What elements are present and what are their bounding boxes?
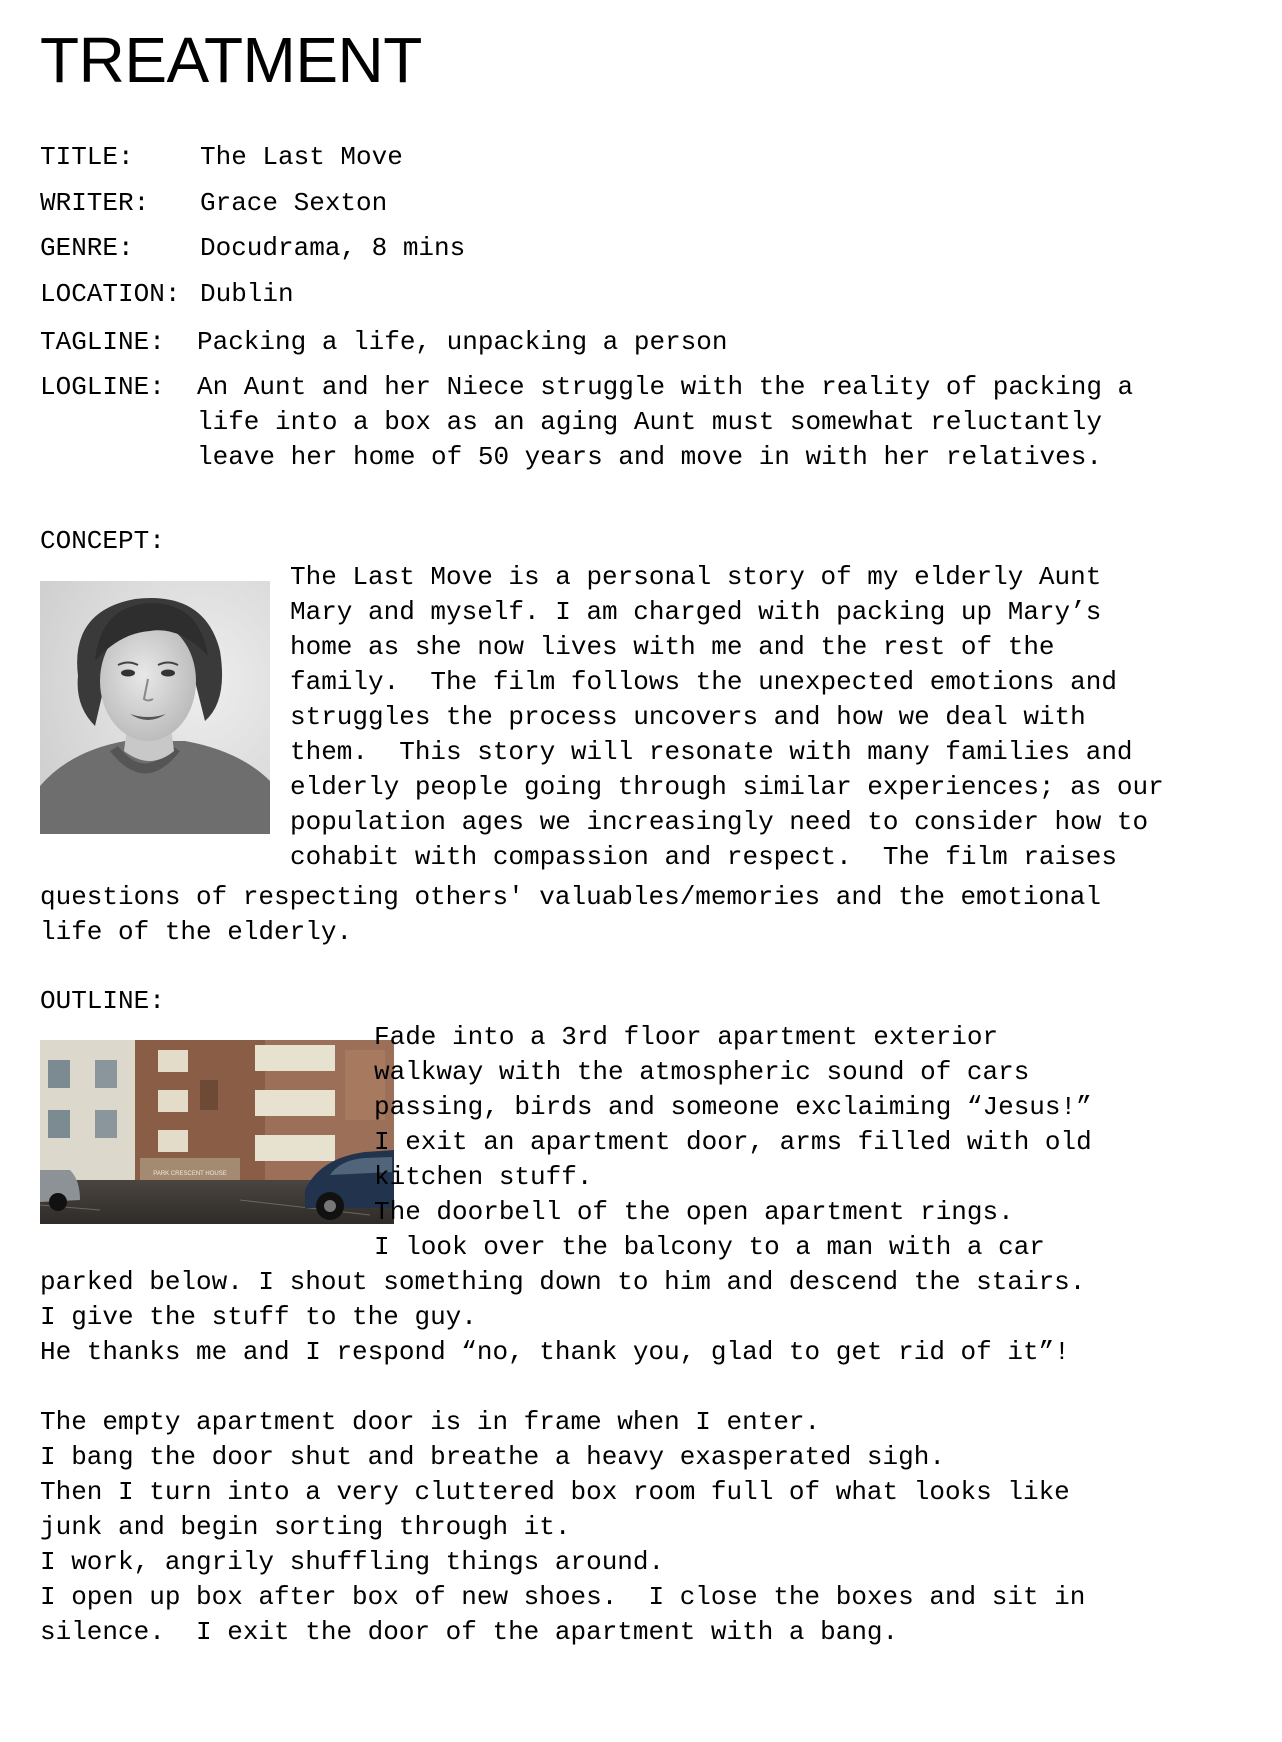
- outline-line: I exit an apartment door, arms filled with old: [374, 1127, 1092, 1157]
- logline-line: life into a box as an aging Aunt must somewhat reluctantly: [197, 407, 1102, 437]
- outline-line: parked below. I shout something down to him and descend the stairs.: [40, 1267, 1086, 1297]
- logline-field: [40, 370, 1133, 475]
- outline-line: The doorbell of the open apartment rings.: [374, 1197, 1014, 1227]
- logline-text: [197, 370, 1133, 475]
- outline-full-text-1: [40, 1265, 1085, 1370]
- outline-label: OUTLINE:: [40, 986, 165, 1016]
- apartment-photo: [40, 1040, 394, 1224]
- outline-line: I work, angrily shuffling things around.: [40, 1547, 665, 1577]
- building-sign: PARK CRESCENT HOUSE: [153, 1171, 227, 1177]
- title-field: [40, 140, 403, 175]
- concept-line: family. The film follows the unexpected emotions and: [290, 667, 1117, 697]
- concept-line: life of the elderly.: [40, 917, 353, 947]
- title-value: The Last Move: [200, 142, 403, 172]
- concept-line: Mary and myself. I am charged with packing up Mary’s: [290, 597, 1102, 627]
- outline-wrapped-text: [374, 1020, 1092, 1265]
- portrait-photo: [40, 581, 270, 834]
- concept-line: home as she now lives with me and the rest of the: [290, 632, 1055, 662]
- portrait-image: [40, 581, 270, 834]
- outline-line: I open up box after box of new shoes. I close the boxes and sit in: [40, 1582, 1086, 1612]
- apartment-image: [40, 1040, 394, 1224]
- outline-line: passing, birds and someone exclaiming “Jesus!”: [374, 1092, 1092, 1122]
- writer-value: Grace Sexton: [200, 188, 388, 218]
- logline-label: LOGLINE:: [40, 372, 165, 402]
- concept-wrapped-text: [290, 560, 1164, 875]
- tagline-value: Packing a life, unpacking a person: [197, 327, 728, 357]
- concept-line: population ages we increasingly need to consider how to: [290, 807, 1149, 837]
- outline-line: kitchen stuff.: [374, 1162, 593, 1192]
- outline-line: He thanks me and I respond “no, thank you, glad to get rid of it”!: [40, 1337, 1070, 1367]
- concept-line: The Last Move is a personal story of my elderly Aunt: [290, 562, 1102, 592]
- location-field: [40, 277, 294, 312]
- logline-line: leave her home of 50 years and move in with her relatives.: [197, 442, 1102, 472]
- genre-value: Docudrama, 8 mins: [200, 233, 466, 263]
- writer-label: WRITER:: [40, 188, 150, 218]
- genre-field: [40, 231, 465, 266]
- outline-line: silence. I exit the door of the apartment with a bang.: [40, 1617, 899, 1647]
- tagline-label: TAGLINE:: [40, 327, 165, 357]
- concept-full-text: [40, 880, 1101, 950]
- writer-field: [40, 186, 387, 221]
- location-label: LOCATION:: [40, 279, 181, 309]
- page-heading: TREATMENT: [40, 24, 422, 96]
- genre-label: GENRE:: [40, 233, 134, 263]
- concept-line: them. This story will resonate with many families and: [290, 737, 1133, 767]
- location-value: Dublin: [200, 279, 294, 309]
- concept-line: cohabit with compassion and respect. The film raises: [290, 842, 1117, 872]
- outline-line: I give the stuff to the guy.: [40, 1302, 477, 1332]
- outline-full-text-2: [40, 1405, 1085, 1650]
- logline-line: An Aunt and her Niece struggle with the reality of packing a: [197, 372, 1134, 402]
- title-label: TITLE:: [40, 142, 134, 172]
- outline-line: I bang the door shut and breathe a heavy exasperated sigh.: [40, 1442, 945, 1472]
- tagline-field: [40, 325, 728, 360]
- concept-label: CONCEPT:: [40, 526, 165, 556]
- outline-line: The empty apartment door is in frame when I enter.: [40, 1407, 821, 1437]
- outline-line: I look over the balcony to a man with a car: [374, 1232, 1045, 1262]
- outline-line: Then I turn into a very cluttered box room full of what looks like: [40, 1477, 1070, 1507]
- concept-line: questions of respecting others' valuables/memories and the emotional: [40, 882, 1101, 912]
- outline-line: Fade into a 3rd floor apartment exterior: [374, 1022, 999, 1052]
- outline-line: junk and begin sorting through it.: [40, 1512, 571, 1542]
- concept-line: elderly people going through similar experiences; as our: [290, 772, 1164, 802]
- outline-line: walkway with the atmospheric sound of cars: [374, 1057, 1030, 1087]
- concept-line: struggles the process uncovers and how we deal with: [290, 702, 1086, 732]
